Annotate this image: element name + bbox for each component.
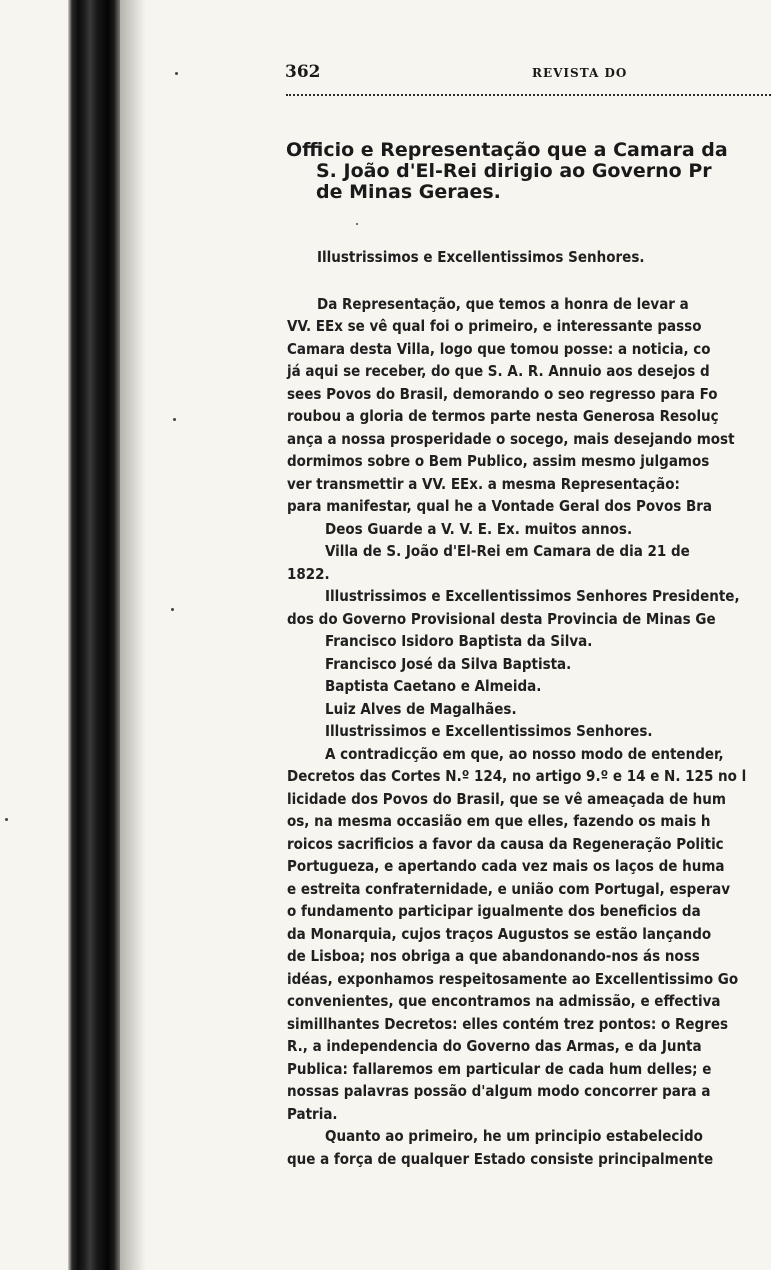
body-line: idéas, exponhamos respeitosamente ao Excellentissimo Go <box>287 969 739 988</box>
body-line: Quanto ao primeiro, he um principio estabelecido <box>325 1127 703 1145</box>
body-line: Camara desta Villa, logo que tomou posse: a noticia, co <box>287 339 711 358</box>
body-line: ver transmettir a VV. EEx. a mesma Representação: <box>287 474 680 493</box>
paper-speck <box>5 818 8 821</box>
article-body <box>287 246 771 1170</box>
date-line: Villa de S. João d'El-Rei em Camara de dia 21 de <box>325 542 690 560</box>
body-line: que a força de qualquer Estado consiste principalmente <box>287 1149 714 1168</box>
paper-speck <box>175 72 178 75</box>
signatory: Baptista Caetano e Almeida. <box>325 677 542 695</box>
body-line: os, na mesma occasião em que elles, fazendo os mais h <box>287 812 711 830</box>
title-line: S. João d'El-Rei dirigio ao Governo Pr <box>316 160 712 182</box>
body-line: roicos sacrificios a favor da causa da Regeneração Politic <box>287 834 724 853</box>
paper-speck <box>171 608 174 611</box>
closing-line: Deos Guarde a V. V. E. Ex. muitos annos. <box>325 519 633 538</box>
body-line: para manifestar, qual he a Vontade Geral dos Povos Bra <box>287 497 713 515</box>
page-header <box>285 62 771 84</box>
running-head: REVISTA DO <box>532 66 628 80</box>
title-line: de Minas Geraes. <box>316 181 501 203</box>
body-line: de Lisboa; nos obriga a que abandonando-nos ás noss <box>287 947 700 965</box>
body-line: e estreita confraternidade, e união com Portugal, esperav <box>287 879 731 898</box>
paper-speck <box>356 223 358 225</box>
signatory: Francisco José da Silva Baptista. <box>325 654 572 673</box>
book-binding <box>68 0 120 1270</box>
body-line: já aqui se receber, do que S. A. R. Annuio aos desejos d <box>287 362 710 380</box>
signatory: Luiz Alves de Magalhães. <box>325 699 517 718</box>
gutter-shadow <box>120 0 146 1270</box>
title-line: Officio e Representação que a Camara da <box>286 139 728 161</box>
body-line: simillhantes Decretos: elles contém trez pontos: o Regres <box>287 1014 729 1033</box>
signatory: Francisco Isidoro Baptista da Silva. <box>325 632 593 650</box>
body-line: ança a nossa prosperidade o socego, mais desejando most <box>287 429 735 448</box>
body-line: R., a independencia do Governo das Armas, e da Junta <box>287 1037 702 1055</box>
body-line: Portugueza, e apertando cada vez mais os laços de huma <box>287 857 725 875</box>
body-line: dormimos sobre o Bem Publico, assim mesmo julgamos <box>287 452 710 470</box>
salutation: Illustrissimos e Excellentissimos Senhores. <box>317 248 645 266</box>
page-number: 362 <box>285 62 321 82</box>
addressee-line: Illustrissimos e Excellentissimos Senhores Presidente, <box>325 587 740 605</box>
body-line: Patria. <box>287 1104 338 1123</box>
body-line: Publica: fallaremos em particular de cada hum delles; e <box>287 1059 712 1078</box>
body-line: nossas palavras possão d'algum modo concorrer para a <box>287 1082 711 1100</box>
body-line: A contradicção em que, ao nosso modo de entender, <box>325 744 724 763</box>
body-line: roubou a gloria de termos parte nesta Generosa Resoluç <box>287 407 719 425</box>
paper-speck <box>173 418 176 421</box>
article-title <box>286 140 771 203</box>
body-line: sees Povos do Brasil, demorando o seo regresso para Fo <box>287 384 718 403</box>
date-line: 1822. <box>287 564 330 583</box>
body-line: licidade dos Povos do Brasil, que se vê ameaçada de hum <box>287 789 726 808</box>
body-line: VV. EEx se vê qual foi o primeiro, e interessante passo <box>287 317 702 335</box>
body-line: Decretos das Cortes N.º 124, no artigo 9.º e 14 e N. 125 no l <box>287 767 747 785</box>
body-line: convenientes, que encontramos na admissão, e effectiva <box>287 992 721 1010</box>
salutation: Illustrissimos e Excellentissimos Senhores. <box>325 722 653 740</box>
body-line: da Monarquia, cujos traços Augustos se estão lançando <box>287 924 712 943</box>
body-line: Da Representação, que temos a honra de levar a <box>317 294 689 313</box>
header-rule <box>286 94 771 96</box>
body-line: o fundamento participar igualmente dos beneficios da <box>287 902 701 920</box>
addressee-line: dos do Governo Provisional desta Provincia de Minas Ge <box>287 609 716 628</box>
